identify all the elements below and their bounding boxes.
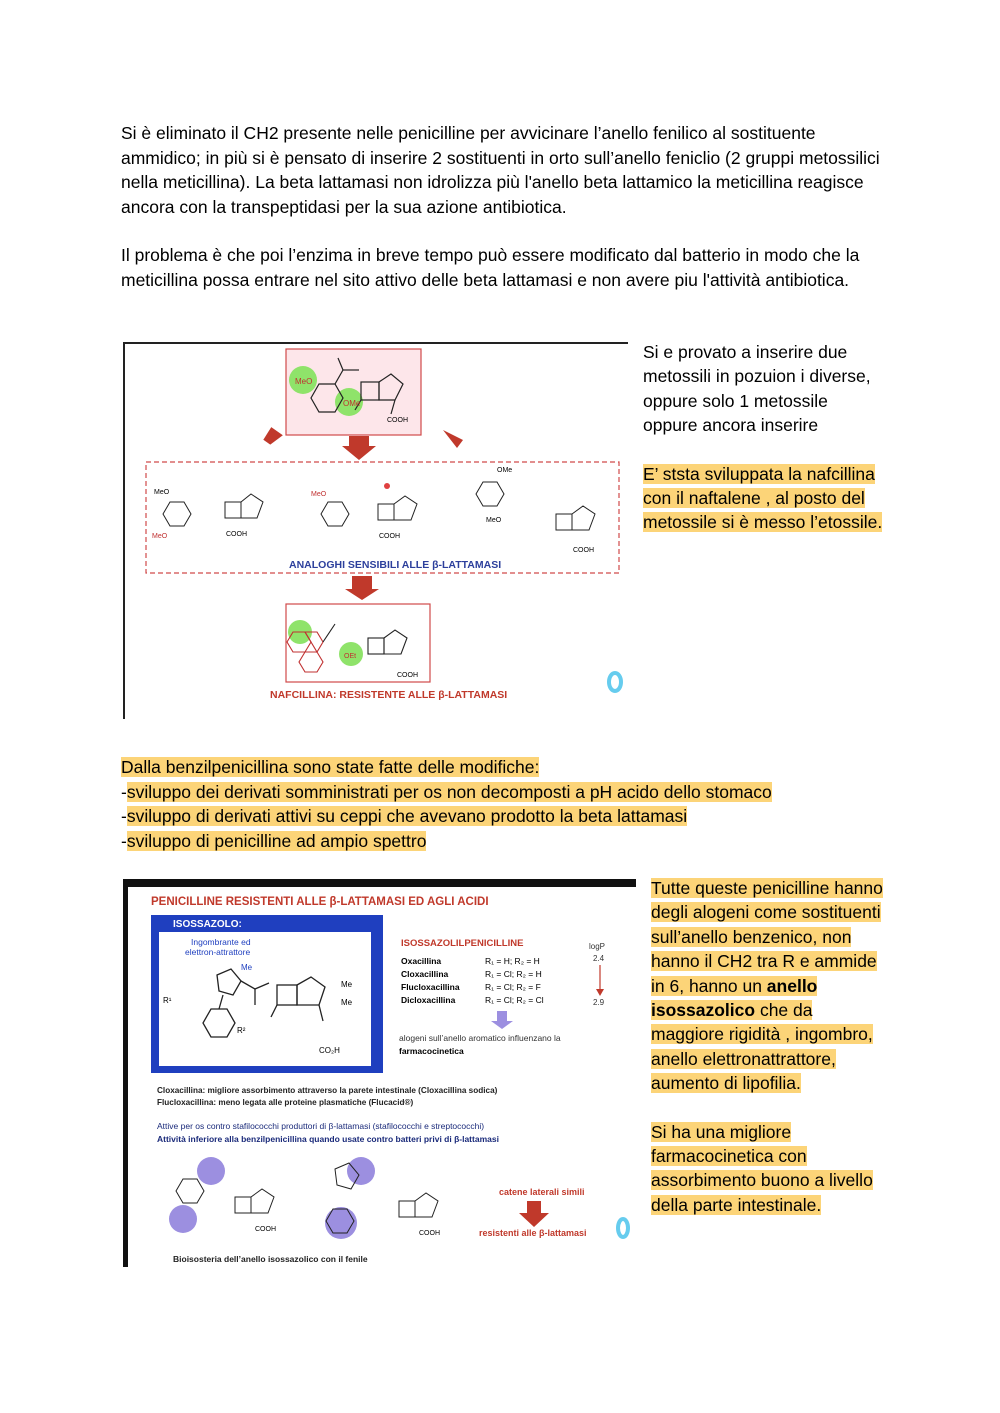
- svg-text:farmacocinetica: farmacocinetica: [399, 1046, 464, 1056]
- svg-text:MeO: MeO: [311, 491, 327, 498]
- svg-text:R₁ = Cl; R₂ = H: R₁ = Cl; R₂ = H: [485, 969, 542, 979]
- svg-text:Ingombrante ed: Ingombrante ed: [191, 937, 251, 947]
- svg-text:Attività inferiore alla benzil: Attività inferiore alla benzilpenicillina quando usate contro batteri privi di β-lattamasi: [157, 1134, 499, 1144]
- svg-text:Oxacillina: Oxacillina: [401, 956, 442, 966]
- svg-text:CO₂H: CO₂H: [319, 1046, 340, 1055]
- svg-text:Me: Me: [341, 998, 353, 1007]
- svg-text:Cloxacillina: migliore assorbi: Cloxacillina: migliore assorbimento attraverso la parete intestinale (Cloxacillina sodica): [157, 1086, 498, 1095]
- svg-text:OMe: OMe: [497, 467, 513, 474]
- svg-text:COOH: COOH: [379, 533, 400, 540]
- side-note-2-paragraph-1: Tutte queste penicilline hanno degli alogeni come sostituenti sull’anello benzenico, non hanno il CH2 tra R e ammide in 6, hanno un anello isossazolico che da maggiore rigidità , ingombro, anello elettronattrattore, aumento di lipofilia.: [651, 878, 883, 1094]
- side-note-2-paragraph-2: Si ha una migliore farmacocinetica con assorbimento buono a livello della parte intestinale.: [651, 1121, 873, 1215]
- svg-text:Attive per os contro stafiloco: Attive per os contro stafilococchi produttori di β-lattamasi (stafilococchi e streptococchi): [157, 1121, 485, 1131]
- figure-isoxazolyl-penicillins-drawing: [123, 879, 636, 1267]
- isoxazole-emphasis: anello isossazolico: [651, 975, 818, 1021]
- svg-text:MeO: MeO: [295, 377, 313, 386]
- svg-text:catene laterali simili: catene laterali simili: [499, 1187, 585, 1197]
- svg-text:PENICILLINE RESISTENTI ALLE β-: PENICILLINE RESISTENTI ALLE β-LATTAMASI ED AGLI ACIDI: [151, 896, 489, 908]
- svg-text:alogeni sull’anello aromatico: alogeni sull’anello aromatico influenzano la: [399, 1033, 561, 1043]
- svg-text:Dicloxacillina: Dicloxacillina: [401, 995, 456, 1005]
- svg-text:COOH: COOH: [397, 672, 418, 679]
- svg-text:logP: logP: [589, 942, 606, 951]
- side-note-1: [643, 340, 883, 535]
- svg-text:resistenti alle β-lattamasi: resistenti alle β-lattamasi: [479, 1228, 587, 1238]
- modifications-list: [121, 755, 772, 853]
- side-note-1-highlight: E’ ststa sviluppata la nafcillina con il naftalene , al posto del metossile si è messo l’etossile.: [643, 463, 883, 533]
- svg-text:ISOSSAZOLO:: ISOSSAZOLO:: [173, 919, 242, 930]
- svg-text:Me: Me: [241, 963, 253, 972]
- figure-isoxazolyl-penicillins: [123, 879, 636, 1267]
- svg-text:elettron-attrattore: elettron-attrattore: [185, 947, 251, 957]
- svg-text:OMe: OMe: [343, 399, 361, 408]
- svg-text:Flucloxacillina: Flucloxacillina: [401, 982, 460, 992]
- svg-text:COOH: COOH: [226, 531, 247, 538]
- svg-text:ANALOGHI SENSIBILI ALLE β-LATT: ANALOGHI SENSIBILI ALLE β-LATTAMASI: [289, 559, 502, 571]
- figure-methicillin-analogs-drawing: [123, 342, 628, 719]
- svg-text:2.9: 2.9: [593, 998, 605, 1007]
- svg-text:R₁ = H; R₂ = H: R₁ = H; R₂ = H: [485, 956, 540, 966]
- svg-text:2.4: 2.4: [593, 954, 605, 963]
- svg-text:COOH: COOH: [573, 547, 594, 554]
- svg-text:R¹: R¹: [163, 996, 172, 1005]
- intro-paragraph-2: Il problema è che poi l’enzima in breve tempo può essere modificato dal batterio in modo che la meticillina possa entrare nel sito attivo delle beta lattamasi e non avere piu l'attività antibiotica.: [121, 245, 860, 290]
- svg-text:R₁ = Cl; R₂ = Cl: R₁ = Cl; R₂ = Cl: [485, 995, 544, 1005]
- svg-text:Cloxacillina: Cloxacillina: [401, 969, 449, 979]
- figure-methicillin-analogs: [123, 342, 628, 719]
- modification-item: -sviluppo di derivati attivi su ceppi che avevano prodotto la beta lattamasi: [121, 806, 688, 826]
- modification-item: -sviluppo di penicilline ad ampio spettro: [121, 830, 427, 851]
- svg-text:R²: R²: [237, 1026, 246, 1035]
- side-note-1-paragraph-2: [643, 462, 883, 535]
- intro-paragraph-1: Si è eliminato il CH2 presente nelle penicilline per avvicinare l’anello fenilico al sostituente ammidico; in più si è pensato di inserire 2 sostituenti in orto sull’anello feniclio (2 gruppi metossilici nella meticillina). La beta lattamasi non idrolizza più l'anello beta lattamico la meticillina reagisce ancora con la transpeptidasi per la sua azione antibiotica.: [121, 123, 880, 217]
- svg-text:MeO: MeO: [486, 517, 502, 524]
- modification-item: -sviluppo dei derivati somministrati per os non decomposti a pH acido dello stomaco: [121, 781, 772, 802]
- modifications-heading: Dalla benzilpenicillina sono state fatte delle modifiche:: [121, 757, 540, 777]
- svg-text:COOH: COOH: [255, 1226, 276, 1233]
- svg-text:MeO: MeO: [154, 489, 170, 496]
- svg-text:NAFCILLINA: RESISTENTE ALLE β-: NAFCILLINA: RESISTENTE ALLE β-LATTAMASI: [270, 689, 508, 701]
- side-note-2: [651, 876, 883, 1217]
- svg-text:R₁ = Cl; R₂ = F: R₁ = Cl; R₂ = F: [485, 982, 541, 992]
- svg-text:COOH: COOH: [387, 417, 408, 424]
- svg-text:COOH: COOH: [419, 1230, 440, 1237]
- svg-text:Me: Me: [341, 980, 353, 989]
- svg-text:Bioisosteria dell’anello isoss: Bioisosteria dell’anello isossazolico con il fenile: [173, 1254, 368, 1264]
- svg-text:OEt: OEt: [344, 653, 357, 660]
- svg-text:MeO: MeO: [152, 533, 168, 540]
- side-note-1-paragraph-1: Si e provato a inserire due metossili in pozuion i diverse, oppure solo 1 metossile oppure ancora inserire: [643, 342, 871, 436]
- svg-text:Flucloxacillina: meno legata a: Flucloxacillina: meno legata alle proteine plasmatiche (Flucacid®): [157, 1098, 414, 1107]
- svg-text:ISOSSAZOLILPENICILLINE: ISOSSAZOLILPENICILLINE: [401, 938, 524, 949]
